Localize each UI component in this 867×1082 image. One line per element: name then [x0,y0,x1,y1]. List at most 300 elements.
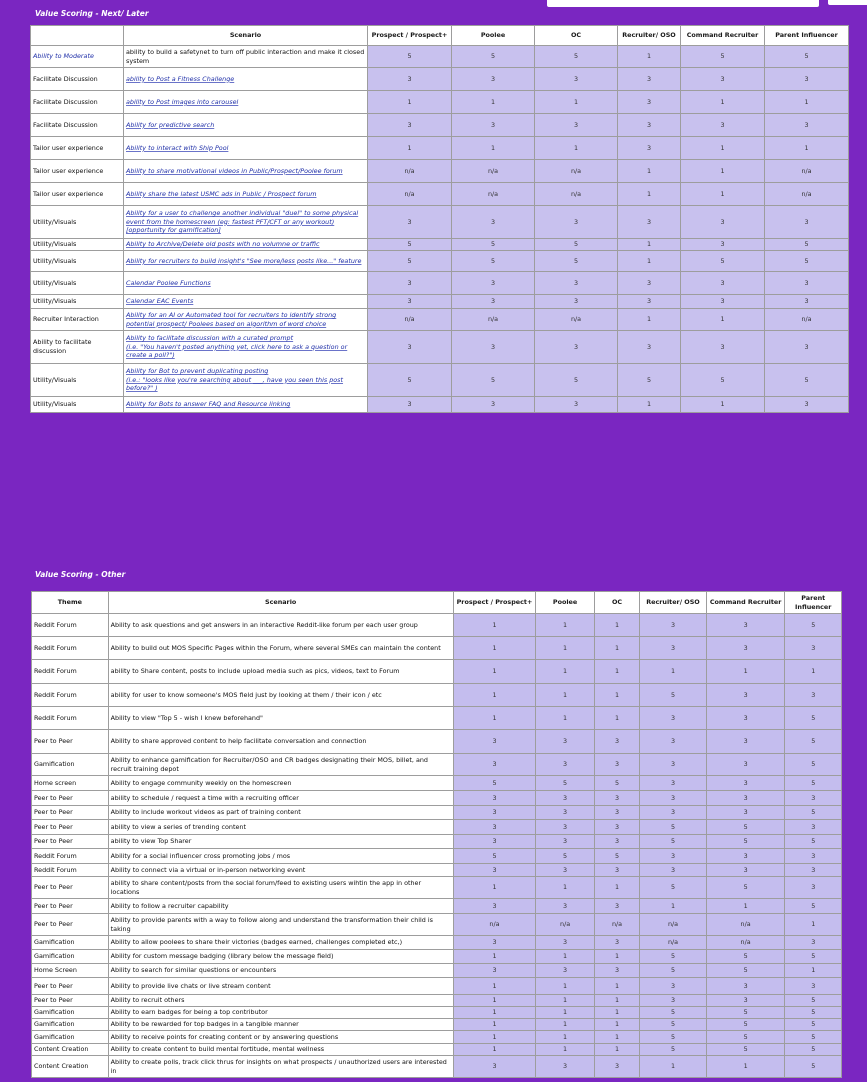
score-cell: 1 [536,1044,595,1056]
column-header-6: Command Recruiter [706,592,785,614]
score-cell: 5 [368,239,452,251]
theme-cell: Utility/Visuals [31,397,124,413]
score-cell: 3 [453,835,536,849]
score-cell: 3 [368,206,452,239]
score-cell: 3 [368,68,452,91]
score-cell: 3 [594,936,639,950]
table-header-row [31,26,849,46]
score-cell: 3 [536,730,595,754]
table-row [31,183,849,206]
score-cell: 3 [765,272,849,295]
score-cell: 5 [706,964,785,978]
scenario-cell: ability to share content/posts from the social forum/feed to existing users wihtin the app in other locations [108,877,453,899]
score-cell: 3 [618,68,681,91]
score-cell: 5 [536,849,595,864]
score-cell: 1 [453,707,536,730]
score-cell: 5 [453,776,536,791]
score-cell: 3 [453,730,536,754]
score-cell: n/a [368,183,452,206]
score-cell: 3 [452,331,535,364]
score-cell: 3 [681,295,765,309]
scenario-cell: Ability to recruit others [108,995,453,1007]
score-cell: 1 [681,137,765,160]
column-header-3: Poolee [536,592,595,614]
scenario-cell: Ability to provide parents with a way to follow along and understand the transformation their child is taking [108,914,453,936]
table-row [32,637,842,660]
score-cell: 5 [368,46,452,68]
table-row [32,1044,842,1056]
score-cell: 1 [453,877,536,899]
table-row [31,239,849,251]
scenario-cell: Ability to build out MOS Specific Pages within the Forum, where several SMEs can maintain the content [108,637,453,660]
table-row [32,914,842,936]
theme-cell: Peer to Peer [32,995,109,1007]
scenario-cell: ability to view Top Sharer [108,835,453,849]
score-cell: n/a [368,160,452,183]
score-cell: 1 [594,877,639,899]
score-cell: 3 [618,206,681,239]
score-cell: 5 [640,820,707,835]
score-cell: 3 [536,791,595,806]
table-row [31,91,849,114]
score-cell: 1 [536,684,595,707]
column-header-3: Poolee [452,26,535,46]
score-cell: n/a [452,160,535,183]
scenario-cell: Ability for custom message badging (library below the message field) [108,950,453,964]
score-cell: 3 [535,331,618,364]
table-row [32,820,842,835]
score-cell: 3 [785,849,842,864]
score-cell: 1 [594,637,639,660]
table-row [32,950,842,964]
scenario-cell: Ability to ask questions and get answers in an interactive Reddit-like forum per each user group [108,614,453,637]
score-cell: 5 [706,877,785,899]
theme-cell: Ability to Moderate [31,46,124,68]
theme-cell: Gamification [32,1019,109,1031]
scenario-cell: Ability for predictive search [124,114,368,137]
score-cell: 5 [765,239,849,251]
table-header-row [32,592,842,614]
score-cell: 5 [640,964,707,978]
scenario-cell: ability to build a safetynet to turn off public interaction and make it closed system [124,46,368,68]
theme-cell: Peer to Peer [32,730,109,754]
score-cell: 3 [618,114,681,137]
score-cell: 5 [452,46,535,68]
score-cell: 3 [706,637,785,660]
score-cell: 3 [535,272,618,295]
score-cell: 5 [785,614,842,637]
score-cell: 3 [640,637,707,660]
score-cell: 1 [453,1031,536,1044]
table-row [32,1019,842,1031]
score-cell: 1 [368,137,452,160]
scenario-cell: ability to view a series of trending content [108,820,453,835]
score-cell: 3 [536,1056,595,1078]
theme-cell: Utility/Visuals [31,364,124,397]
score-cell: 5 [706,835,785,849]
score-cell: 1 [536,1031,595,1044]
table-row [32,835,842,849]
score-cell: 3 [618,137,681,160]
theme-cell: Peer to Peer [32,791,109,806]
score-cell: 3 [640,754,707,776]
table-row [32,849,842,864]
score-cell: 1 [536,660,595,684]
score-cell: 3 [785,978,842,995]
theme-cell: Utility/Visuals [31,272,124,295]
scenario-cell: Ability share the latest USMC ads in Public / Prospect forum [124,183,368,206]
score-cell: 3 [368,331,452,364]
theme-cell: Gamification [32,950,109,964]
scenario-cell: Ability for an AI or Automated tool for recruiters to identify strong potential prospect/ Poolees based on algorithm of word choice [124,309,368,331]
score-cell: 1 [618,397,681,413]
score-cell: 1 [453,1007,536,1019]
theme-cell: Tailor user experience [31,137,124,160]
score-cell: 5 [785,1044,842,1056]
scenario-cell: Calendar Poolee Functions [124,272,368,295]
table-row [31,206,849,239]
score-cell: 1 [594,995,639,1007]
score-cell: 1 [368,91,452,114]
score-cell: 3 [765,206,849,239]
score-cell: 3 [594,835,639,849]
theme-cell: Recruiter Interaction [31,309,124,331]
score-cell: 3 [681,331,765,364]
table-row [32,684,842,707]
theme-cell: Home screen [32,776,109,791]
theme-cell: Peer to Peer [32,820,109,835]
table-row [32,899,842,914]
score-cell: 1 [640,1056,707,1078]
score-cell: 3 [368,114,452,137]
theme-cell: Tailor user experience [31,183,124,206]
score-cell: 3 [640,864,707,877]
score-cell: 3 [453,1056,536,1078]
theme-cell: Peer to Peer [32,806,109,820]
scenario-cell: Ability to share motivational videos in Public/Prospect/Poolee forum [124,160,368,183]
score-cell: 1 [594,707,639,730]
score-cell: 5 [785,730,842,754]
score-cell: 3 [535,68,618,91]
score-cell: 5 [785,1056,842,1078]
score-cell: n/a [535,160,618,183]
score-cell: 5 [785,1031,842,1044]
scenario-cell: Calendar EAC Events [124,295,368,309]
score-cell: 5 [765,46,849,68]
score-cell: 1 [681,91,765,114]
score-cell: 3 [452,114,535,137]
score-cell: 1 [453,1019,536,1031]
score-cell: 3 [368,295,452,309]
scenario-cell: Ability for a social influencer cross promoting jobs / mos [108,849,453,864]
score-cell: 3 [706,806,785,820]
scenario-cell: Ability for Bot to prevent duplicating posting (i.e.: "looks like you're searching about ___, have you seen this post before?" ) [124,364,368,397]
column-header-7: Parent Influencer [785,592,842,614]
theme-cell: Content Creation [32,1044,109,1056]
score-cell: 1 [536,1007,595,1019]
theme-cell: Peer to Peer [32,914,109,936]
score-cell: 3 [706,849,785,864]
score-cell: 1 [618,160,681,183]
theme-cell: Utility/Visuals [31,295,124,309]
score-cell: 3 [536,864,595,877]
score-cell: 3 [640,776,707,791]
score-cell: 5 [785,707,842,730]
table-row [31,331,849,364]
score-cell: 3 [535,114,618,137]
table-row [32,776,842,791]
table-row [31,137,849,160]
column-header-0 [31,26,124,46]
score-cell: 3 [453,806,536,820]
score-cell: 3 [594,899,639,914]
score-cell: 5 [706,1007,785,1019]
table-row [31,364,849,397]
table-row [31,160,849,183]
score-cell: 3 [536,835,595,849]
score-cell: 3 [785,637,842,660]
score-cell: 5 [706,1044,785,1056]
table-row [31,397,849,413]
score-cell: 1 [452,137,535,160]
theme-cell: Peer to Peer [32,835,109,849]
score-cell: 3 [594,864,639,877]
section-title-next-later: Value Scoring - Next/ Later [35,9,149,18]
score-cell: 3 [453,899,536,914]
score-cell: 3 [681,206,765,239]
score-cell: 3 [453,864,536,877]
score-cell: 5 [785,754,842,776]
score-cell: 3 [618,272,681,295]
score-cell: n/a [640,936,707,950]
score-cell: 1 [785,914,842,936]
score-cell: 1 [452,91,535,114]
score-cell: 3 [536,936,595,950]
score-cell: 5 [368,251,452,272]
score-cell: 5 [640,1044,707,1056]
score-cell: 3 [453,754,536,776]
scenario-cell: ability for user to know someone's MOS field just by looking at them / their icon / etc [108,684,453,707]
scenario-cell: ability to Share content, posts to include upload media such as pics, videos, text to Forum [108,660,453,684]
score-cell: 5 [535,46,618,68]
score-cell: 3 [453,936,536,950]
score-cell: 3 [681,272,765,295]
score-cell: 1 [536,978,595,995]
score-cell: 5 [785,776,842,791]
score-cell: 3 [706,791,785,806]
score-cell: 1 [640,660,707,684]
score-cell: 3 [765,114,849,137]
score-cell: 1 [681,397,765,413]
score-cell: 5 [640,877,707,899]
score-cell: 5 [452,251,535,272]
scenario-cell: Ability to include workout videos as part of training content [108,806,453,820]
top-panel-right [828,0,867,5]
score-cell: 1 [536,637,595,660]
score-cell: 5 [452,364,535,397]
score-cell: 3 [594,820,639,835]
score-cell: 1 [594,978,639,995]
score-cell: n/a [453,914,536,936]
table-row [32,978,842,995]
score-cell: 3 [765,68,849,91]
score-cell: 1 [594,1031,639,1044]
table-row [31,68,849,91]
scenario-cell: Ability to view "Top 5 - wish I knew beforehand" [108,707,453,730]
score-cell: 1 [536,1019,595,1031]
score-cell: 3 [452,206,535,239]
theme-cell: Peer to Peer [32,877,109,899]
score-cell: 3 [706,730,785,754]
score-cell: 3 [535,397,618,413]
scenario-cell: Ability for Bots to answer FAQ and Resource linking [124,397,368,413]
score-cell: 1 [618,183,681,206]
scenario-cell: Ability to engage community weekly on the homescreen [108,776,453,791]
score-cell: 3 [706,995,785,1007]
scenario-cell: ability to Post images into carousel [124,91,368,114]
score-cell: 1 [594,950,639,964]
score-cell: 3 [536,806,595,820]
column-header-4: OC [594,592,639,614]
score-cell: 3 [640,707,707,730]
score-cell: 5 [535,364,618,397]
scenario-cell: Ability to provide live chats or live stream content [108,978,453,995]
theme-cell: Peer to Peer [32,978,109,995]
table-row [31,251,849,272]
column-header-1: Scenario [108,592,453,614]
score-cell: 5 [452,239,535,251]
value-scoring-next-later-table [30,25,849,413]
score-cell: 3 [453,820,536,835]
score-cell: n/a [535,183,618,206]
score-cell: n/a [368,309,452,331]
score-cell: 3 [594,806,639,820]
score-cell: 5 [618,364,681,397]
theme-cell: Utility/Visuals [31,239,124,251]
score-cell: 3 [640,614,707,637]
score-cell: 1 [594,660,639,684]
score-cell: 1 [785,964,842,978]
score-cell: 1 [453,684,536,707]
score-cell: 1 [453,637,536,660]
score-cell: 3 [765,295,849,309]
score-cell: 1 [594,1044,639,1056]
score-cell: 1 [536,707,595,730]
score-cell: 5 [681,364,765,397]
score-cell: 1 [594,614,639,637]
score-cell: 3 [594,754,639,776]
theme-cell: Facilitate Discussion [31,91,124,114]
score-cell: 3 [594,730,639,754]
score-cell: 3 [535,295,618,309]
top-panel-left [547,0,819,7]
score-cell: 1 [453,950,536,964]
score-cell: 3 [706,754,785,776]
score-cell: 5 [785,835,842,849]
score-cell: 3 [536,899,595,914]
table-row [31,114,849,137]
score-cell: 3 [368,272,452,295]
score-cell: 5 [706,1019,785,1031]
score-cell: 3 [618,295,681,309]
score-cell: 3 [640,791,707,806]
score-cell: n/a [765,160,849,183]
theme-cell: Gamification [32,1007,109,1019]
score-cell: 1 [536,995,595,1007]
scenario-cell: Ability to receive points for creating content or by answering questions [108,1031,453,1044]
score-cell: 3 [453,791,536,806]
score-cell: 3 [765,397,849,413]
table-row [32,660,842,684]
table-row [32,1031,842,1044]
value-scoring-other-table [31,591,842,1078]
scenario-cell: Ability to facilitate discussion with a curated prompt (i.e. "You haven't posted anything yet, click here to ask a question or create a poll?") [124,331,368,364]
score-cell: 5 [706,820,785,835]
score-cell: 1 [785,660,842,684]
score-cell: 3 [640,978,707,995]
score-cell: 1 [618,251,681,272]
score-cell: 5 [368,364,452,397]
score-cell: 5 [640,1031,707,1044]
score-cell: 3 [706,707,785,730]
table-row [32,936,842,950]
table-row [31,272,849,295]
scenario-cell: Ability for recruiters to build insight's "See more/less posts like..." feature [124,251,368,272]
theme-cell: Peer to Peer [32,899,109,914]
score-cell: 3 [785,864,842,877]
column-header-7: Parent Influencer [765,26,849,46]
scenario-cell: ability to schedule / request a time with a recruiting officer [108,791,453,806]
column-header-2: Prospect / Prospect+ [368,26,452,46]
score-cell: 1 [594,1007,639,1019]
score-cell: 5 [706,950,785,964]
score-cell: 3 [535,206,618,239]
score-cell: 3 [536,754,595,776]
table-row [32,964,842,978]
score-cell: n/a [452,183,535,206]
score-cell: 3 [640,995,707,1007]
score-cell: 3 [640,849,707,864]
score-cell: 3 [536,964,595,978]
score-cell: 1 [535,91,618,114]
scenario-cell: Ability to share approved content to help facilitate conversation and connection [108,730,453,754]
scenario-cell: Ability to search for similar questions or encounters [108,964,453,978]
theme-cell: Reddit Forum [32,864,109,877]
score-cell: 1 [706,1056,785,1078]
score-cell: 1 [681,183,765,206]
score-cell: n/a [452,309,535,331]
score-cell: 5 [681,251,765,272]
score-cell: 3 [452,397,535,413]
score-cell: 5 [785,1007,842,1019]
theme-cell: Reddit Forum [32,660,109,684]
column-header-2: Prospect / Prospect+ [453,592,536,614]
score-cell: 5 [594,849,639,864]
score-cell: 5 [640,1007,707,1019]
theme-cell: Facilitate Discussion [31,114,124,137]
score-cell: 5 [536,776,595,791]
score-cell: 5 [785,1019,842,1031]
score-cell: 3 [681,114,765,137]
score-cell: 5 [785,995,842,1007]
scenario-cell: ability to Post a Fitness Challenge [124,68,368,91]
score-cell: 3 [706,684,785,707]
scenario-cell: Ability for a user to challenge another individual "duel" to some physical event from the homescreen (eg: fastest PFT/CFT or any workout) [opportunity for gamification] [124,206,368,239]
score-cell: 3 [681,239,765,251]
score-cell: 3 [785,684,842,707]
score-cell: 3 [452,68,535,91]
score-cell: 5 [765,251,849,272]
